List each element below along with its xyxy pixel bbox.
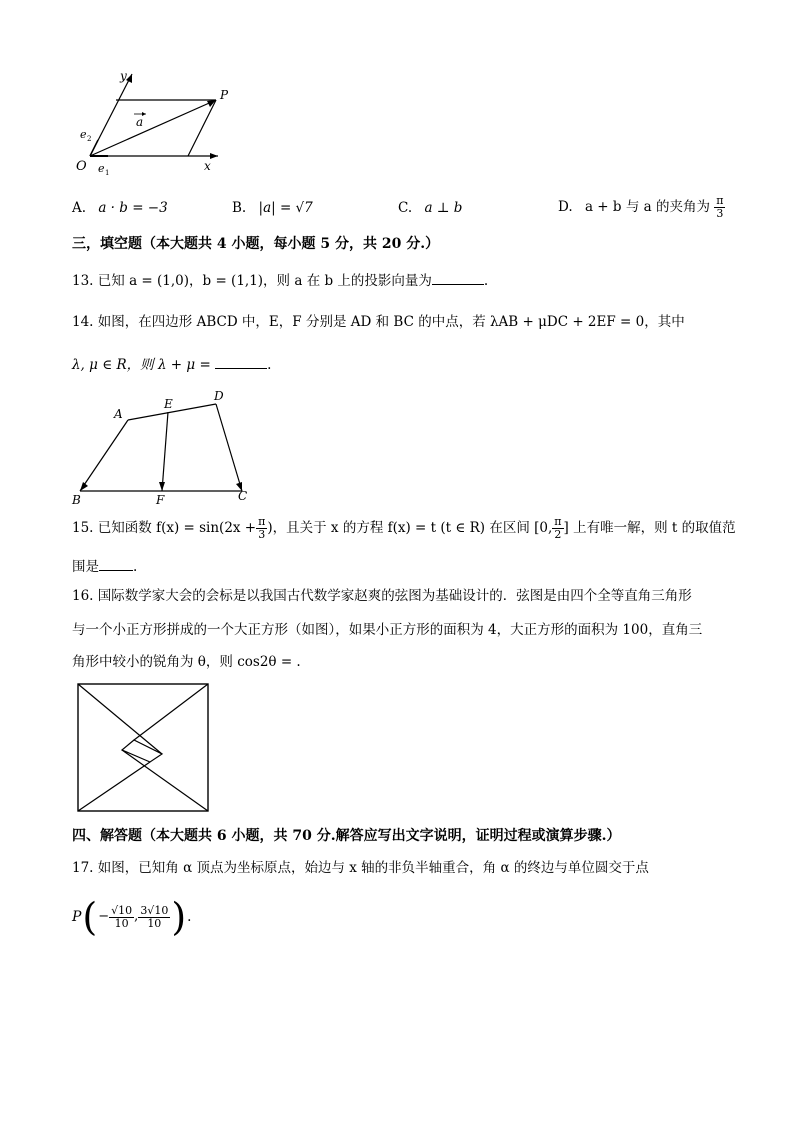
x-axis-arrow-icon xyxy=(210,153,218,159)
vector-ef-line xyxy=(162,412,168,491)
label-o: O xyxy=(76,159,87,174)
option-b-letter: B. xyxy=(232,200,247,216)
label-e2: e xyxy=(80,128,87,141)
q15-answer-blank[interactable] xyxy=(99,556,133,571)
triangle-line-3 xyxy=(122,750,208,811)
q15-t2: )，且关于 x 的方程 f(x) = t (t ∈ R) 在区间 [0, xyxy=(267,520,553,536)
q15-line2: 围是 xyxy=(72,559,99,575)
q17-y-fraction xyxy=(138,905,170,930)
q13-number: 13. xyxy=(72,273,94,289)
label-F: F xyxy=(156,493,165,506)
option-d-num: π xyxy=(716,194,724,207)
figure-q16-hypotenuse-diagram xyxy=(76,682,212,814)
q17-y-den: 10 xyxy=(147,916,162,930)
q17-x-num: √10 xyxy=(111,903,133,917)
option-d-fraction xyxy=(714,195,725,220)
triangle-line-4 xyxy=(78,762,150,811)
section-3-header: 三，填空题（本大题共 4 小题，每小题 5 分，共 20 分.） xyxy=(72,236,440,252)
small-square xyxy=(122,740,162,762)
label-C: C xyxy=(238,489,248,503)
vector-ef-arrow-icon xyxy=(159,482,165,491)
q15-pi3-fraction xyxy=(256,516,267,541)
q15-number: 15. xyxy=(72,520,94,536)
q17-end: . xyxy=(187,909,192,925)
y-axis-arrow-icon xyxy=(126,74,132,83)
q13-answer-blank[interactable] xyxy=(432,270,484,285)
option-a xyxy=(72,198,168,218)
label-D: D xyxy=(214,389,224,403)
q17-p-label: P xyxy=(72,909,82,925)
option-d-den: 3 xyxy=(716,207,724,220)
q15-end: . xyxy=(133,559,138,575)
label-A: A xyxy=(114,407,123,421)
q15-pi2-fraction xyxy=(552,516,563,541)
option-b xyxy=(232,198,313,218)
q17-number: 17. xyxy=(72,860,94,876)
q15-pi2-den: 2 xyxy=(554,528,562,541)
figure-q12-coordinate-diagram xyxy=(70,66,240,178)
question-15-line1 xyxy=(72,516,736,541)
vector-ab-arrow-icon xyxy=(80,482,88,491)
triangle-line-2 xyxy=(134,684,208,740)
q13-end: . xyxy=(483,273,489,289)
label-y: y xyxy=(120,69,127,83)
option-d xyxy=(558,195,725,220)
q14-end: . xyxy=(267,357,272,373)
label-a: a xyxy=(136,115,144,129)
option-a-text: a · b = −3 xyxy=(98,200,168,216)
q15-t3: ] 上有唯一解，则 t 的取值范 xyxy=(563,520,736,536)
q14-line2: λ, μ ∈ R，则 λ + μ = xyxy=(72,357,211,373)
question-13 xyxy=(72,270,488,291)
label-e1: e xyxy=(98,162,105,175)
label-E: E xyxy=(164,397,173,411)
q17-x-fraction xyxy=(109,905,134,930)
vector-ab-line xyxy=(80,420,128,491)
q17-x-den: 10 xyxy=(114,916,129,930)
q16-line1: 国际数学家大会的会标是以我国古代数学家赵爽的弦图为基础设计的．弦图是由四个全等直角三角形 xyxy=(97,588,692,604)
label-e1-sub: 1 xyxy=(105,169,110,177)
q15-pi3-den: 3 xyxy=(258,528,266,541)
section-4-header: 四、解答题（本大题共 6 小题，共 70 分.解答应写出文字说明，证明过程或演算步骤.） xyxy=(72,828,621,844)
parallelogram-right xyxy=(188,100,216,156)
question-17-line1 xyxy=(72,858,649,878)
label-B: B xyxy=(72,493,81,506)
question-14-line1 xyxy=(72,312,685,332)
q15-pi3-num: π xyxy=(258,515,266,528)
q13-text: 已知 a = (1,0)，b = (1,1)，则 a 在 b 上的投影向量为 xyxy=(97,273,432,289)
option-d-letter: D. xyxy=(558,199,573,215)
triangle-line-1 xyxy=(78,684,162,754)
figure-q14-quadrilateral xyxy=(70,386,260,506)
large-square xyxy=(78,684,208,811)
question-16-line1 xyxy=(72,586,692,606)
label-x: x xyxy=(204,159,211,173)
vector-dc-line xyxy=(216,404,242,491)
option-b-text: |a| = √7 xyxy=(258,200,313,216)
q14-answer-blank[interactable] xyxy=(215,354,267,369)
q14-number: 14. xyxy=(72,314,94,330)
question-15-line2 xyxy=(72,556,137,577)
q14-line1: 如图，在四边形 ABCD 中，E，F 分别是 AD 和 BC 的中点，若 λAB + μDC + 2EF = 0，其中 xyxy=(97,314,685,330)
q16-number: 16. xyxy=(72,588,94,604)
vector-a-line xyxy=(90,100,216,156)
option-c xyxy=(398,198,462,218)
q15-t1: 已知函数 f(x) = sin(2x + xyxy=(97,520,257,536)
question-17-line2: P ( − $\frac{√10}{10}$ , $\frac{3√10}{10}$ ) . xyxy=(72,895,192,939)
q15-pi2-num: π xyxy=(554,515,562,528)
option-a-letter: A. xyxy=(72,200,87,216)
option-c-letter: C. xyxy=(398,200,413,216)
question-16-line3: 角形中较小的锐角为 θ，则 cos2θ = . xyxy=(72,654,301,670)
q17-y-num: 3√10 xyxy=(140,903,169,917)
question-14-line2 xyxy=(72,354,271,375)
label-e2-sub: 2 xyxy=(87,135,92,143)
option-c-text: a ⊥ b xyxy=(424,200,463,216)
question-16-line2: 与一个小正方形拼成的一个大正方形（如图），如果小正方形的面积为 4，大正方形的面积为 100，直角三 xyxy=(72,622,703,638)
q17-line1: 如图，已知角 α 顶点为坐标原点，始边与 x 轴的非负半轴重合，角 α 的终边与单位圆交于点 xyxy=(97,860,649,876)
option-d-text: a + b 与 a 的夹角为 xyxy=(584,199,710,215)
label-p: P xyxy=(220,88,229,102)
